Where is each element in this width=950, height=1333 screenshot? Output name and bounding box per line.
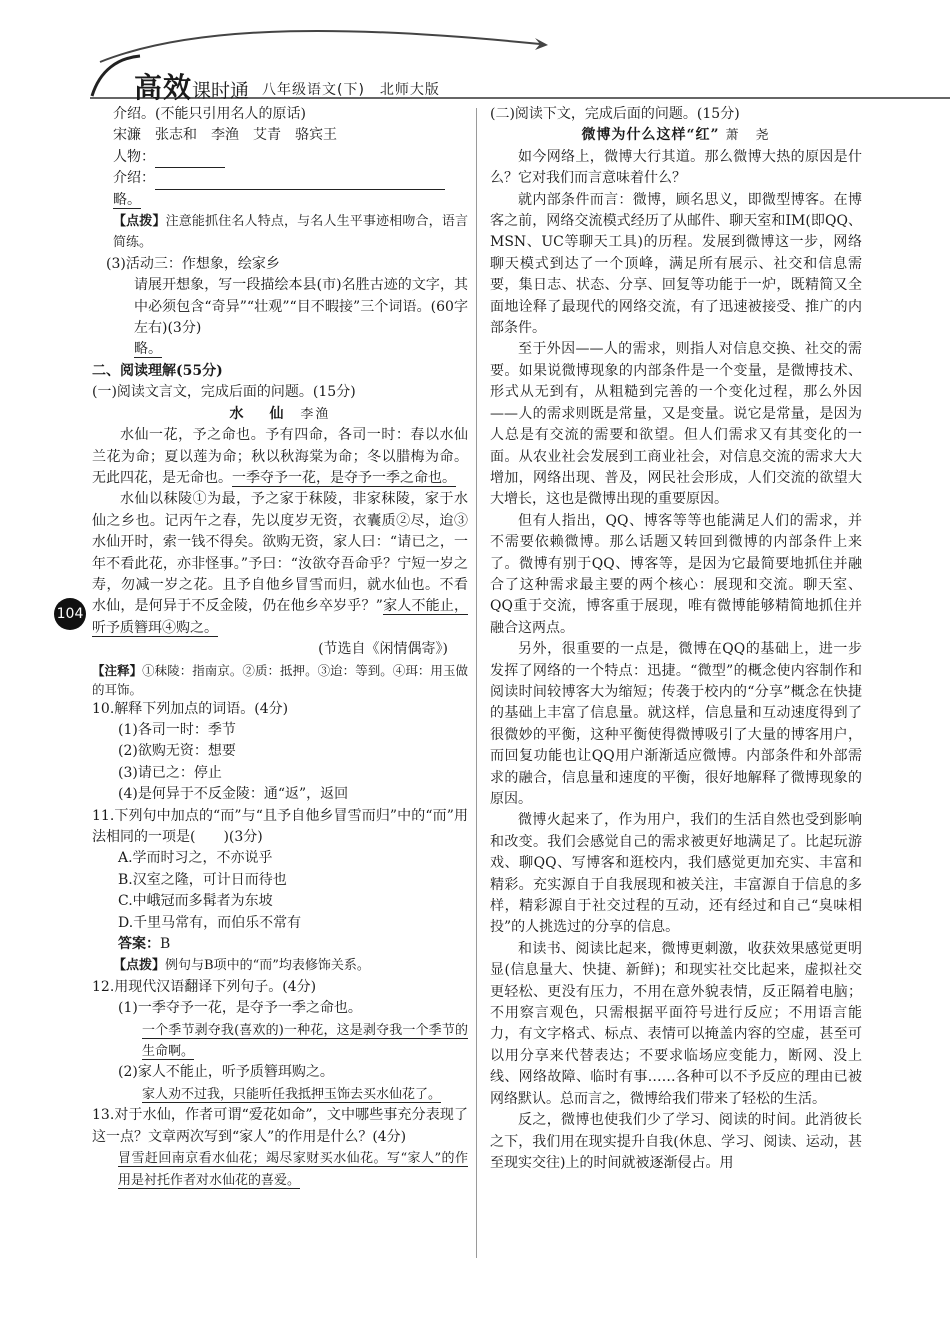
right-column	[490, 104, 862, 1174]
article-para-8: 反之，微博也使我们少了学习、阅读的时间。此消彼长之下，我们用在现实提升自我(休息、学习、阅读、运动，甚至现实交往)上的时间就被逐渐侵占。用	[490, 1112, 862, 1171]
q11-answer: 答案：B	[118, 936, 171, 953]
q11-option-d: D.千里马常有，而伯乐不常有	[118, 914, 302, 931]
question-12: 12.用现代汉语翻译下列句子。(4分)	[92, 978, 317, 995]
omitted-answer-1: 略。	[113, 191, 141, 208]
book-subtitle: 八年级语文(下) 北师大版	[262, 82, 440, 98]
passage-para-2: 水仙以秣陵①为最，予之家于秣陵，非家秣陵，家于水仙之乡也。记丙午之春，先以度岁无资，衣囊质②尽，迨③水仙开时，索一钱不得矣。欲购无资，家人曰：“请已之，一年不看此花，亦非怪事。”予曰：“汝欲夺吾命乎？宁短一岁之寿，勿减一岁之花。且予自他乡冒雪而归，就水仙也。不看水仙，是何异于不反金陵，仍在他乡卒岁乎？”家人不能止，听予质簪珥④购之。	[92, 491, 469, 636]
tip-1: 【点拨】注意能抓住名人特点，与名人生平事迹相吻合，语言简练。	[113, 214, 468, 251]
names-list: 宋濂 张志和 李渔 艾青 骆宾王	[113, 127, 337, 144]
article-para-5: 另外，很重要的一点是，微博在QQ的基础上，进一步发挥了网络的一个特点：迅捷。“微型”的概念使内容制作和阅读时间较博客大为缩短；传袭于校内的“分享”概念在快捷的基础上丰富了信息量。就这样，信息量和互动速度得到了很微妙的平衡，这种平衡使得微博吸引了大量的博客用户，而回复功能也让QQ用户渐渐适应微博。内部条件和外部需求的融合，信息量和速度的平衡，很好地解释了微博现象的原因。	[490, 641, 862, 807]
article-para-2: 就内部条件而言：微博，顾名思义，即微型博客。在博客之前，网络交流模式经历了从邮件、聊天室和IM(即QQ、MSN、UC等聊天工具)的历程。发展到微博这一步，网络聊天模式到达了一个顶峰，满足所有展示、社交和信息需要，集日志、状态、分享、回复等功能于一炉，既精简又全面地诠释了最现代的网络交流，有了迅速被接受、推广的内部条件。	[490, 191, 862, 337]
page-header	[0, 0, 950, 104]
column-divider	[476, 108, 477, 1258]
article-para-3: 至于外因——人的需求，则指人对信息交换、社交的需要。如果说微博现象的内部条件是一个变量，是微博技术、形式从无到有，从粗糙到完善的一个变化过程，那么外因——人的需求则既是常量，又是变量。说它是常量，是因为人总是有交流的需要和欲望。但人们需求又有其变化的一面。从农业社会发展到工商业社会，对信息交流的需求大大增加，网络出现、普及，网民社会形成，人们交流的欲望大大增长，这也是微博出现的重要原因。	[490, 341, 862, 508]
passage-title: 水 仙 李渔	[229, 405, 331, 422]
q11-option-c: C.中峨冠而多髯者为东坡	[118, 893, 273, 910]
page-number-badge: 104	[54, 598, 86, 630]
question-11: 11.下列句中加点的“而”与“且予自他乡冒雪而归”中的“而”用法相同的一项是( )(3分)	[92, 807, 468, 845]
intro-line: 介绍：	[92, 168, 468, 189]
q10-item-4: (4)是何异于不反金陵：通“返”，返回	[118, 786, 349, 803]
q12-answer-1: 一个季节剥夺我(喜欢的)一种花，这是剥夺我一个季节的生命啊。	[142, 1022, 468, 1060]
q12-answer-2: 家人劝不过我，只能听任我抵押玉饰去买水仙花了。	[142, 1086, 442, 1102]
passage-source: (节选自《闲情偶寄》)	[318, 641, 448, 658]
q11-option-a: A.学而时习之，不亦说乎	[118, 850, 273, 867]
tip-2: 【点拨】例句与B项中的“而”均表修饰关系。	[113, 958, 370, 974]
q12-item-1: (1)一季夺予一花，是夺予一季之命也。	[118, 1000, 362, 1017]
q10-item-2: (2)欲购无资：想要	[118, 743, 236, 760]
intro-instruction: 介绍。(不能只引用名人的原话)	[113, 106, 306, 122]
section-2-sub-1: (一)阅读文言文，完成后面的问题。(15分)	[92, 384, 356, 401]
person-line: 人物：	[92, 147, 468, 168]
article-para-4: 但有人指出，QQ、博客等等也能满足人们的需求，并不需要依赖微博。那么话题又转回到微博的内部条件上来了。微博有别于QQ、博客等，是因为它最简要地抓住并融合了这种需求最主要的两个核心：展现和交流。聊天室、QQ重于交流，博客重于展现，唯有微博能够精简地抓住并融合这两点。	[490, 512, 862, 636]
left-column	[92, 104, 468, 1191]
question-10: 10.解释下列加点的词语。(4分)	[92, 700, 289, 717]
section-2-sub-2: (二)阅读下文，完成后面的问题。(15分)	[490, 106, 740, 122]
q12-item-2: (2)家人不能止，听予质簪珥购之。	[118, 1064, 334, 1081]
article-para-7: 和读书、阅读比起来，微博更刺激，收获效果感觉更明显(信息量大、快捷、新鲜)；和现实社交比起来，虚拟社交更轻松、更没有压力，不用在意外貌表情，反正隔着电脑；不用察言观色，只需根据平面符号进行反应；不用语言能力，有文字格式、标点、表情可以掩盖内容的空虚，甚至可以用分享来代替表达；不要求临场应变能力，断网、没上线、网络故障、临时有事……各种可以不予反应的理由已被网络默认。总而言之，微博给我们带来了轻松的生活。	[490, 940, 862, 1107]
q13-answer: 冒雪赶回南京看水仙花；竭尽家财买水仙花。写“家人”的作用是衬托作者对水仙花的喜爱。	[118, 1151, 468, 1188]
section-2-title: 二、阅读理解(55分)	[92, 362, 223, 379]
q11-option-b: B.汉室之隆，可计日而待也	[118, 871, 287, 888]
question-13: 13.对于水仙，作者可谓“爱花如命”，文中哪些事充分表现了这一点？文章两次写到“家人”的作用是什么？(4分)	[92, 1107, 468, 1145]
brand-title: 高效课时通	[134, 71, 250, 104]
article-para-1: 如今网络上，微博大行其道。那么微博大热的原因是什么？它对我们而言意味着什么？	[490, 148, 862, 187]
article-para-6: 微博火起来了，作为用户，我们的生活自然也受到影响和改变。我们会感觉自己的需求被更好地满足了。比起玩游戏、聊QQ、写博客和逛校内，我们感觉更加充实、丰富和精彩。充实源自于自我展现和被关注，丰富源自于信息的多样，精彩源自于社交过程的互动，还有经过和自己“臭味相投”的人挑选过的分享的信息。	[490, 812, 862, 936]
q10-item-1: (1)各司一时：季节	[118, 721, 236, 738]
activity-3-body: 请展开想象，写一段描绘本县(市)名胜古迹的文字，其中必须包含“奇异”“壮观”“目不暇接”三个词语。(60字左右)(3分)	[134, 277, 468, 337]
omitted-answer-2: 略。	[134, 341, 162, 358]
q10-item-3: (3)请已之：停止	[118, 764, 222, 781]
article-title: 微博为什么这样“红” 萧 尧	[581, 127, 771, 144]
passage-para-1: 水仙一花，予之命也。予有四命，各司一时：春以水仙兰花为命；夏以莲为命；秋以秋海棠为命；冬以腊梅为命。无此四花，是无命也。一季夺予一花，是夺予一季之命也。	[92, 427, 468, 486]
passage-notes: 【注释】①秣陵：指南京。②质：抵押。③迨：等到。④珥：用玉做的耳饰。	[92, 662, 468, 697]
activity-3-title: (3)活动三：作想象，绘家乡	[106, 255, 280, 272]
